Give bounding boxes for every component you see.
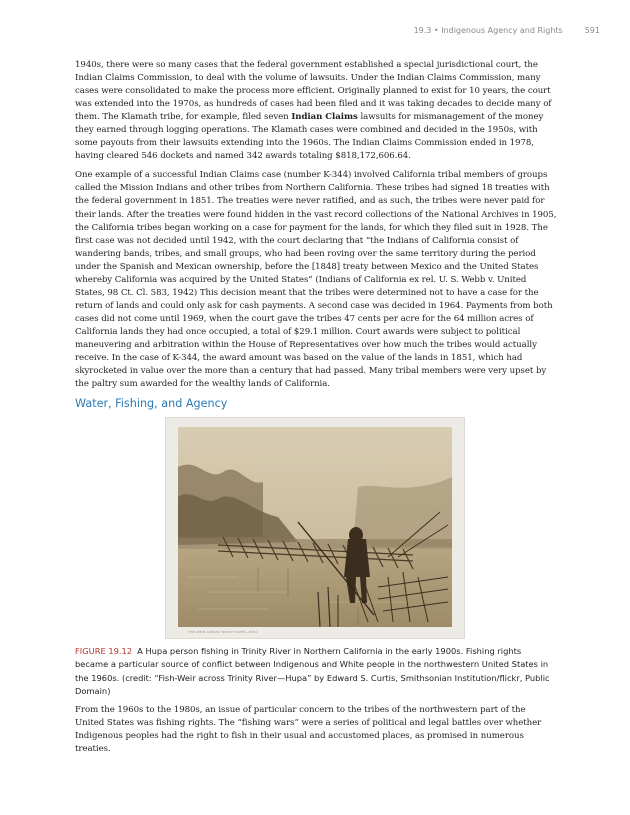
page-content — [75, 59, 557, 762]
paragraph-3: From the 1960s to the 1980s, an issue of particular concern to the tribes of the northwestern part of the United States was fishing rights. The “fishing wars” were a series of political and legal battles over whether Indigenous peoples had the right to fish in their usual and accustomed places, as promised in numerous treaties. — [75, 704, 542, 755]
photo-inscription: FISH-WEIR ACROSS TRINITY RIVER—HUPA — [188, 630, 258, 635]
figure-photo — [165, 417, 465, 639]
section-heading: Water, Fishing, and Agency — [75, 397, 228, 411]
figure-number: FIGURE 19.12 — [75, 646, 133, 657]
page-number: 591 — [584, 26, 600, 35]
figure-caption — [75, 645, 557, 698]
paragraph-1: 1940s, there were so many cases that the federal government established a special jurisdictional court, the Indian Claims Commission, to deal with the volume of lawsuits. Under the Indian Claims Commission, many cases were consolidated to make the process more efficient. Originally planned to exist for 10 years, the court was extended into the 1970s, as hundreds of cases had been filed and it was taking decades to decide many of them. The Klamath tribe, for example, filed seven Indian Claims lawsuits for mismanagement of the money they earned through logging operations. The Klamath cases were combined and decided in the 1950s, with some payouts from their lawsuits extending into the 1960s. The Indian Claims Commission ended in 1978, having cleared 546 dockets and named 342 awards totaling $818,172,606.64. — [75, 60, 552, 162]
running-head-section: 19.3 • Indigenous Agency and Rights — [413, 26, 563, 35]
figure-caption-text: A Hupa person fishing in Trinity River in Northern California in the early 1900s. Fishing rights became a particular source of conflict between Indigenous and White people in the northwestern United States in the 1960s. (credit: “Fish-Weir across Trinity River—Hupa” by Edward S. Curtis, Smithsonian Institution/flickr, Public Domain) — [75, 646, 550, 696]
running-head — [414, 26, 600, 35]
key-term-indian-claims: Indian Claims — [291, 112, 358, 123]
paragraph-2: One example of a successful Indian Claims case (number K-344) involved California tribal members of groups called the Mission Indians and other tribes from Northern California. These tribes had signed 18 treaties with the federal government in 1851. The treaties were never ratified, and as such, the tribes were never paid for their lands. After the treaties were found hidden in the vast record collections of the National Archives in 1905, the California tribes began working on a case for payment for the lands, for which they filed suit in 1928. The first case was not decided until 1942, with the court declaring that “the Indians of California consist of wandering bands, tribes, and small groups, who had been roving over the same territory during the period under the Spanish and Mexican ownership, before the [1848] treaty between Mexico and the United States whereby California was acquired by the United States” (Indians of California ex rel. U. S. Webb v. United States, 98 Ct. Cl. 583, 1942) This decision meant that the tribes were determined not to have a case for the return of lands and could only ask for cash payments. A second case was decided in 1964. Payments from both cases did not come until 1969, when the court gave the tribes 47 cents per acre for the 64 million acres of California lands they had once occupied, a total of $29.1 million. Court awards were subject to political maneuvering and arbitration within the House of Representatives over how much the tribes would actually receive. In the case of K-344, the award amount was based on the value of the lands in 1851, which had skyrocketed in value over the more than a century that had passed. Many tribal members were very upset by the paltry sum awarded for the wealthy lands of California. — [75, 170, 557, 390]
fish-weir-photo-image — [178, 427, 452, 627]
